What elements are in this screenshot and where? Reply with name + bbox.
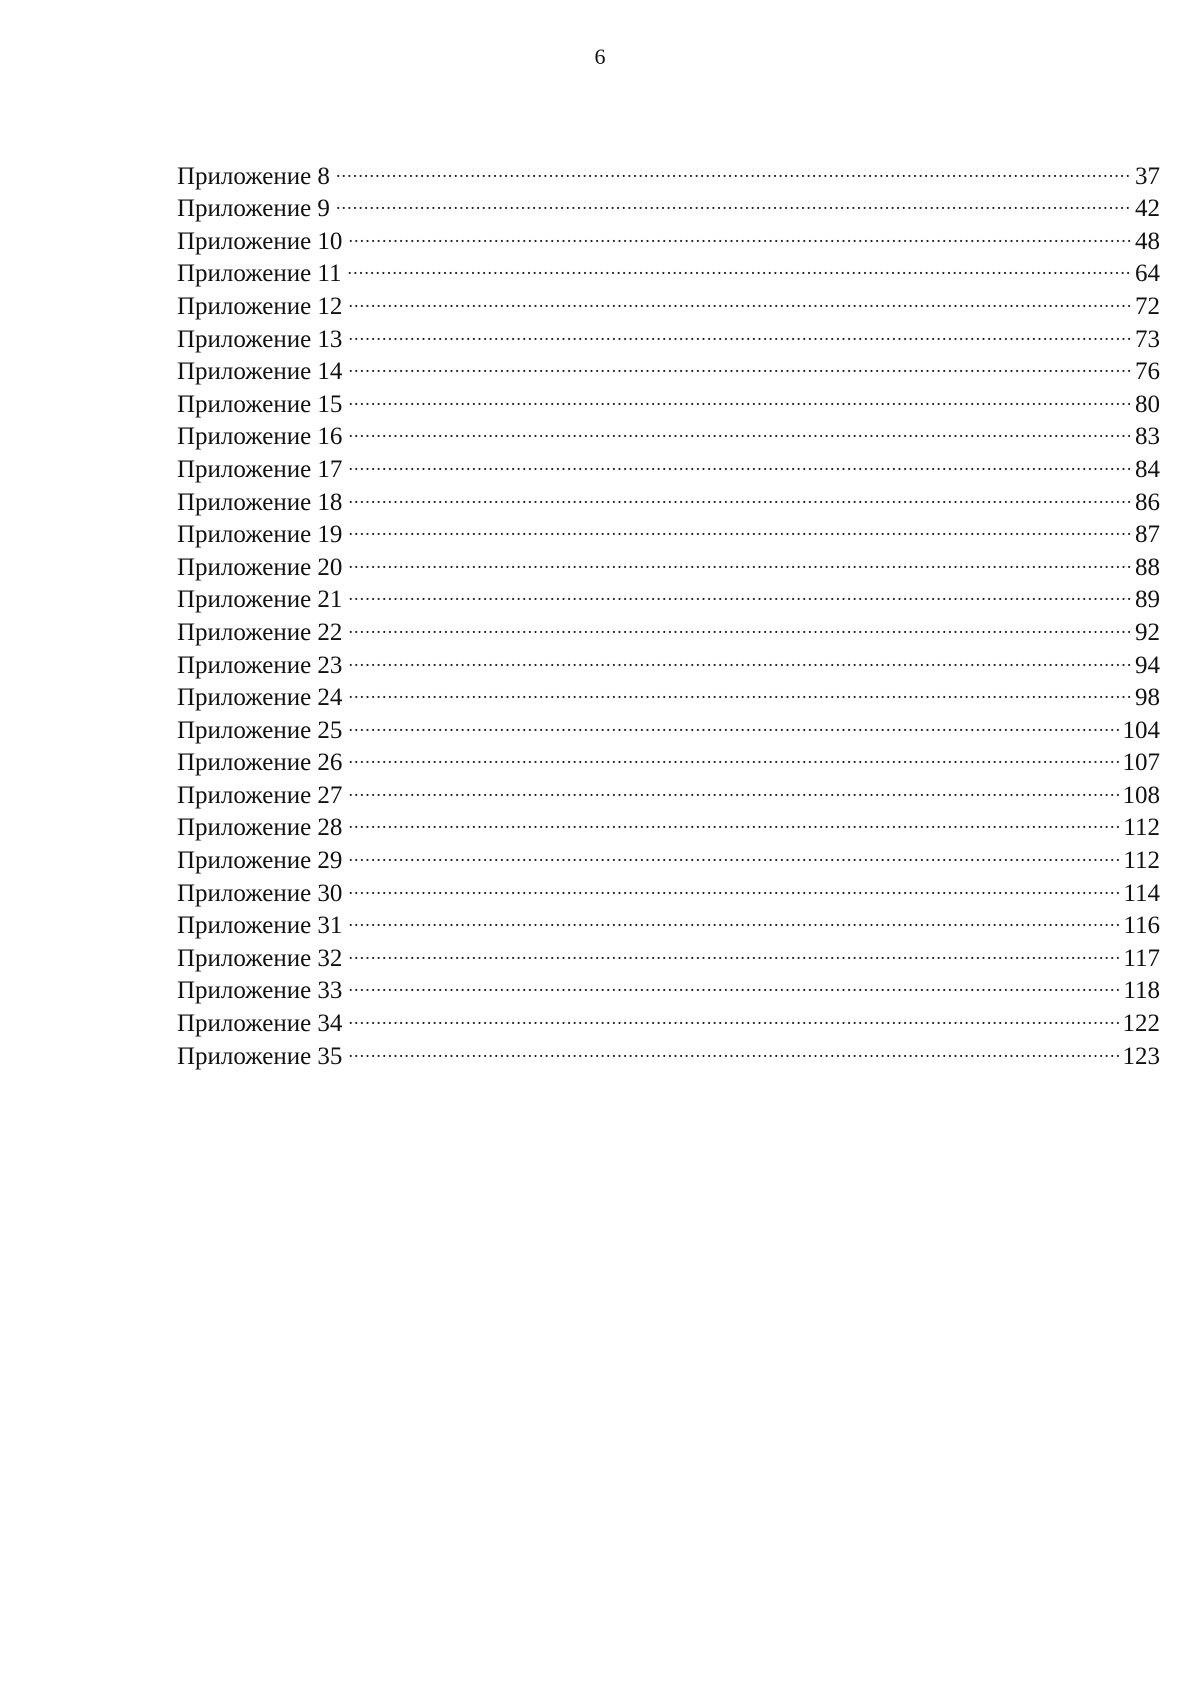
toc-dot-leader	[348, 770, 1119, 803]
toc-dot-leader	[348, 216, 1132, 249]
toc-dot-leader	[348, 281, 1132, 314]
toc-entry-page: 112	[1123, 847, 1160, 875]
toc-entry	[177, 151, 1160, 190]
toc-entry-page: 89	[1135, 586, 1160, 614]
toc-dot-leader	[348, 933, 1120, 966]
toc-dot-leader	[348, 803, 1120, 836]
toc-entry-label: Приложение 10	[177, 227, 343, 255]
toc-entry-page: 92	[1135, 618, 1160, 646]
toc-dot-leader	[348, 444, 1132, 477]
toc-entry-page: 42	[1135, 195, 1160, 223]
toc-dot-leader	[348, 673, 1132, 706]
toc-entry-page: 94	[1135, 651, 1160, 679]
toc-entry-label: Приложение 27	[177, 781, 343, 809]
toc-entry-page: 76	[1135, 358, 1160, 386]
toc-entry-page: 117	[1123, 944, 1160, 972]
toc-entry-page: 114	[1123, 879, 1160, 907]
toc-entry-label: Приложение 35	[177, 1042, 343, 1070]
toc-entry-label: Приложение 31	[177, 912, 343, 940]
toc-entry-page: 123	[1122, 1042, 1160, 1070]
toc-entry-label: Приложение 9	[177, 195, 330, 223]
toc-dot-leader	[348, 901, 1120, 934]
page-number: 6	[594, 44, 606, 69]
toc-entry-page: 80	[1135, 390, 1160, 418]
toc-dot-leader	[348, 347, 1132, 380]
toc-entry-label: Приложение 24	[177, 684, 343, 712]
toc-entry-label: Приложение 20	[177, 553, 343, 581]
toc-dot-leader	[348, 477, 1132, 510]
toc-entry-label: Приложение 29	[177, 847, 343, 875]
toc-dot-leader	[336, 151, 1132, 184]
toc-entry-label: Приложение 8	[177, 162, 330, 190]
toc-dot-leader	[348, 607, 1132, 640]
toc-entry-label: Приложение 22	[177, 618, 343, 646]
toc-dot-leader	[348, 868, 1120, 901]
toc-dot-leader	[348, 640, 1132, 673]
toc-entry-label: Приложение 21	[177, 586, 343, 614]
toc-dot-leader	[348, 575, 1132, 608]
toc-dot-leader	[348, 314, 1132, 347]
table-of-contents	[177, 151, 1160, 1070]
toc-dot-leader	[348, 379, 1132, 412]
toc-entry-page: 98	[1135, 684, 1160, 712]
toc-entry-label: Приложение 32	[177, 944, 343, 972]
toc-dot-leader	[348, 835, 1120, 868]
toc-entry-label: Приложение 26	[177, 749, 343, 777]
toc-entry-page: 104	[1122, 716, 1160, 744]
toc-entry-label: Приложение 33	[177, 977, 343, 1005]
toc-entry-page: 118	[1123, 977, 1160, 1005]
toc-entry-page: 48	[1135, 227, 1160, 255]
toc-entry-page: 88	[1135, 553, 1160, 581]
toc-entry-label: Приложение 25	[177, 716, 343, 744]
toc-entry-page: 87	[1135, 521, 1160, 549]
toc-entry-page: 72	[1135, 292, 1160, 320]
toc-entry-page: 112	[1123, 814, 1160, 842]
toc-entry-page: 122	[1122, 1010, 1160, 1038]
toc-entry-page: 116	[1123, 912, 1160, 940]
toc-dot-leader	[348, 738, 1119, 771]
toc-dot-leader	[348, 998, 1119, 1031]
toc-entry-label: Приложение 15	[177, 390, 343, 418]
toc-entry-page: 84	[1135, 455, 1160, 483]
toc-entry-label: Приложение 18	[177, 488, 343, 516]
toc-dot-leader	[348, 510, 1132, 543]
toc-entry-page: 86	[1135, 488, 1160, 516]
toc-entry-label: Приложение 34	[177, 1010, 343, 1038]
toc-dot-leader	[348, 542, 1132, 575]
toc-entry-page: 73	[1135, 325, 1160, 353]
toc-dot-leader	[348, 966, 1120, 999]
toc-dot-leader	[348, 412, 1132, 445]
toc-entry-label: Приложение 23	[177, 651, 343, 679]
toc-entry-label: Приложение 14	[177, 358, 343, 386]
toc-entry-label: Приложение 12	[177, 292, 343, 320]
toc-entry-label: Приложение 11	[177, 260, 342, 288]
toc-entry-page: 83	[1135, 423, 1160, 451]
toc-entry-label: Приложение 28	[177, 814, 343, 842]
toc-entry-label: Приложение 16	[177, 423, 343, 451]
toc-entry-label: Приложение 19	[177, 521, 343, 549]
toc-entry-page: 64	[1135, 260, 1160, 288]
toc-dot-leader	[348, 249, 1132, 282]
toc-entry-label: Приложение 17	[177, 455, 343, 483]
toc-dot-leader	[348, 705, 1119, 738]
toc-entry-page: 107	[1122, 749, 1160, 777]
toc-entry-label: Приложение 30	[177, 879, 343, 907]
toc-dot-leader	[348, 1031, 1119, 1064]
toc-dot-leader	[336, 184, 1132, 217]
toc-entry-label: Приложение 13	[177, 325, 343, 353]
toc-entry-page: 37	[1135, 162, 1160, 190]
toc-entry-page: 108	[1122, 781, 1160, 809]
